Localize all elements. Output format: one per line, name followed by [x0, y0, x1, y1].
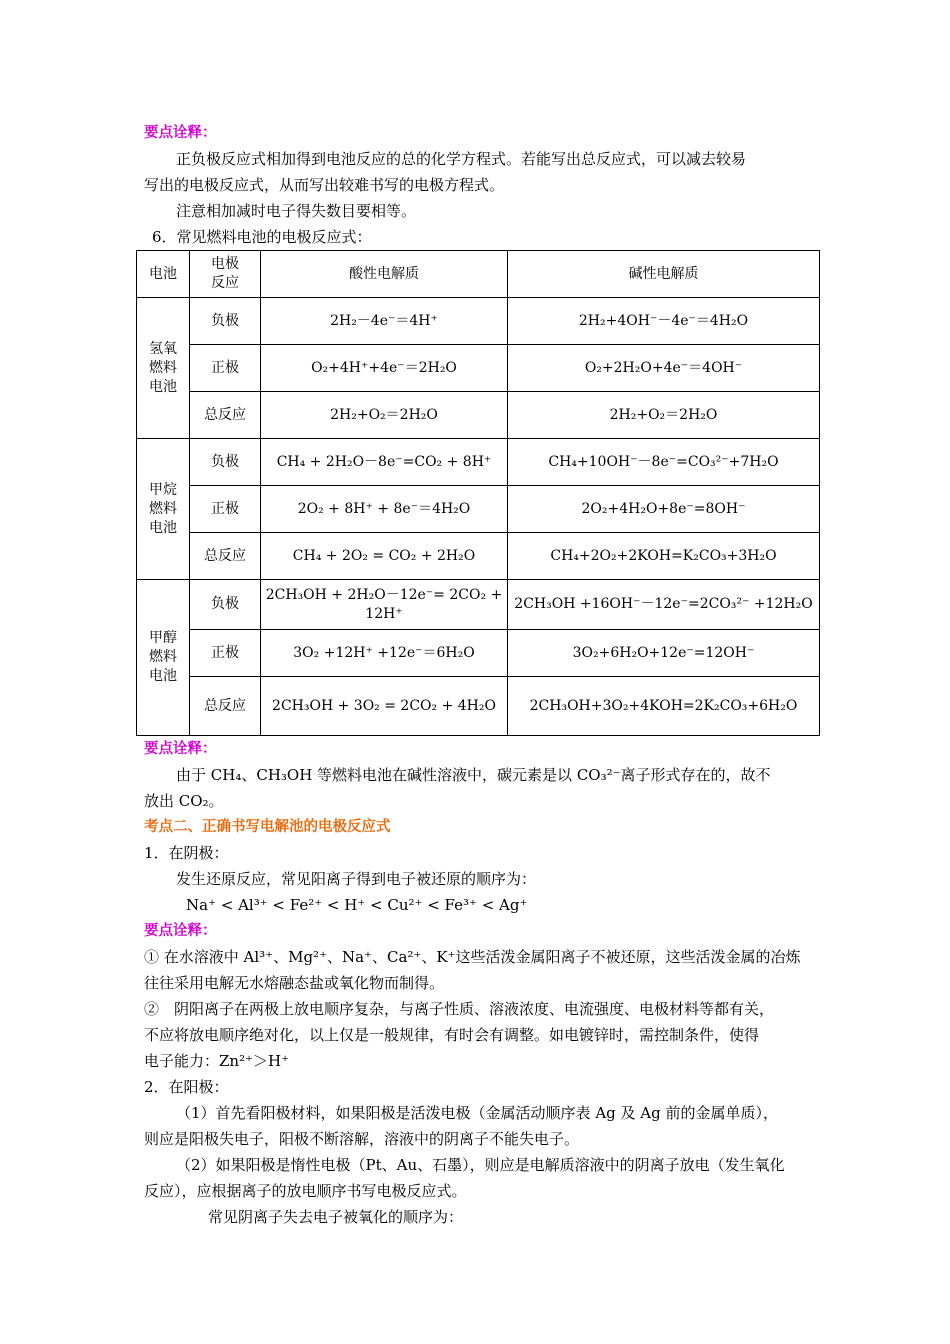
electrode-cell: 负极 — [190, 580, 261, 630]
battery-name: 氢氧燃料电池 — [148, 340, 177, 395]
header-electrode-text: 电极反应 — [210, 256, 239, 291]
electrode-cell: 负极 — [190, 439, 261, 486]
acid-cell: 2CH₃OH + 3O₂ = 2CO₂ + 4H₂O — [261, 677, 508, 736]
electrode-cell: 正极 — [190, 345, 261, 392]
table-row — [137, 630, 820, 677]
acid-cell: CH₄ + 2O₂ = CO₂ + 2H₂O — [261, 533, 508, 580]
note-3-p2-l3: 电子能力：Zn²⁺＞H⁺ — [144, 1052, 290, 1070]
base-cell: 2H₂+4OH⁻－4e⁻＝4H₂O — [508, 298, 820, 345]
header-base: 碱性电解质 — [508, 251, 820, 298]
acid-cell: O₂+4H⁺+4e⁻＝2H₂O — [261, 345, 508, 392]
table-row — [137, 392, 820, 439]
fuel-cell-table — [136, 250, 820, 736]
battery-cell-ch3oh — [137, 580, 190, 736]
table-header-row — [137, 251, 820, 298]
note-3-p1-l2: 往往采用电解无水熔融态盐或氧化物而制得。 — [144, 974, 445, 992]
table-row — [137, 298, 820, 345]
anode-p3: 常见阴离子失去电子被氧化的顺序为： — [208, 1208, 464, 1226]
note-heading-2: 要点诠释： — [144, 741, 217, 757]
battery-cell-h2 — [137, 298, 190, 439]
note-2-line-1: 由于 CH₄、CH₃OH 等燃料电池在碱性溶液中，碳元素是以 CO₃²⁻离子形式存在的，故不 — [176, 766, 771, 784]
acid-cell: 2H₂－4e⁻＝4H⁺ — [261, 298, 508, 345]
electrode-cell: 正极 — [190, 630, 261, 677]
electrode-cell: 正极 — [190, 486, 261, 533]
electrode-cell: 总反应 — [190, 677, 261, 736]
header-acid: 酸性电解质 — [261, 251, 508, 298]
acid-cell: CH₄ + 2H₂O－8e⁻=CO₂ + 8H⁺ — [261, 439, 508, 486]
base-cell: 2H₂+O₂＝2H₂O — [508, 392, 820, 439]
acid-cell: 3O₂ +12H⁺ +12e⁻＝6H₂O — [261, 630, 508, 677]
electrode-cell: 总反应 — [190, 392, 261, 439]
electrode-cell: 负极 — [190, 298, 261, 345]
note-paragraph-2: 注意相加减时电子得失数目要相等。 — [176, 202, 417, 220]
table-row — [137, 533, 820, 580]
cathode-order: Na⁺ < Al³⁺ < Fe²⁺ < H⁺ < Cu²⁺ < Fe³⁺ < Ag⁺ — [186, 896, 528, 914]
battery-name: 甲烷燃料电池 — [148, 481, 177, 536]
table-row — [137, 345, 820, 392]
cathode-title: 1．在阴极： — [144, 844, 229, 862]
anode-p2-l1: （2）如果阳极是惰性电极（Pt、Au、石墨），则应是电解质溶液中的阴离子放电（发生氧化 — [176, 1156, 785, 1174]
electrode-cell: 总反应 — [190, 533, 261, 580]
section-title: 考点二、正确书写电解池的电极反应式 — [144, 819, 391, 835]
acid-cell: 2O₂ + 8H⁺ + 8e⁻＝4H₂O — [261, 486, 508, 533]
table-row — [137, 486, 820, 533]
base-cell: CH₄+10OH⁻－8e⁻=CO₃²⁻+7H₂O — [508, 439, 820, 486]
item-6-title: 6．常见燃料电池的电极反应式： — [152, 228, 372, 246]
table-row — [137, 580, 820, 630]
base-cell: CH₄+2O₂+2KOH=K₂CO₃+3H₂O — [508, 533, 820, 580]
header-battery: 电池 — [137, 251, 190, 298]
note-heading-3: 要点诠释： — [144, 923, 217, 939]
note-2-line-2: 放出 CO₂。 — [144, 792, 224, 810]
note-3-p1-l1: ① 在水溶液中 Al³⁺、Mg²⁺、Na⁺、Ca²⁺、K⁺这些活泼金属阳离子不被还原，这些活泼金属的冶炼 — [144, 948, 801, 966]
battery-cell-ch4 — [137, 439, 190, 580]
battery-name: 甲醇燃料电池 — [148, 630, 177, 684]
anode-p1-l2: 则应是阳极失电子，阳极不断溶解，溶液中的阴离子不能失电子。 — [144, 1130, 580, 1148]
note-heading: 要点诠释： — [144, 125, 217, 141]
note-paragraph-cont: 写出的电极反应式，从而写出较难书写的电极方程式。 — [144, 176, 505, 194]
acid-cell: 2CH₃OH + 2H₂O－12e⁻= 2CO₂ + 12H⁺ — [261, 580, 508, 630]
base-cell: 2O₂+4H₂O+8e⁻=8OH⁻ — [508, 486, 820, 533]
note-paragraph: 正负极反应式相加得到电池反应的总的化学方程式。若能写出总反应式，可以减去较易 — [176, 150, 747, 168]
anode-p2-l2: 反应），应根据离子的放电顺序书写电极反应式。 — [144, 1182, 467, 1200]
base-cell: O₂+2H₂O+4e⁻＝4OH⁻ — [508, 345, 820, 392]
header-electrode — [190, 251, 261, 298]
base-cell: 3O₂+6H₂O+12e⁻=12OH⁻ — [508, 630, 820, 677]
anode-p1-l1: （1）首先看阳极材料，如果阳极是活泼电极（金属活动顺序表 Ag 及 Ag 前的金属单质）， — [176, 1104, 778, 1122]
base-cell: 2CH₃OH +16OH⁻－12e⁻=2CO₃²⁻ +12H₂O — [508, 580, 820, 630]
note-3-p2-l1: ② 阴阳离子在两极上放电顺序复杂，与离子性质、溶液浓度、电流强度、电极材料等都有关， — [144, 1000, 775, 1018]
base-cell: 2CH₃OH+3O₂+4KOH=2K₂CO₃+6H₂O — [508, 677, 820, 736]
anode-title: 2．在阳极： — [144, 1078, 229, 1096]
acid-cell: 2H₂+O₂＝2H₂O — [261, 392, 508, 439]
document-page — [144, 120, 820, 1230]
cathode-desc: 发生还原反应，常见阳离子得到电子被还原的顺序为： — [176, 870, 537, 888]
table-row — [137, 439, 820, 486]
table-row — [137, 677, 820, 736]
note-3-p2-l2: 不应将放电顺序绝对化，以上仅是一般规律，有时会有调整。如电镀锌时，需控制条件，使得 — [144, 1026, 760, 1044]
